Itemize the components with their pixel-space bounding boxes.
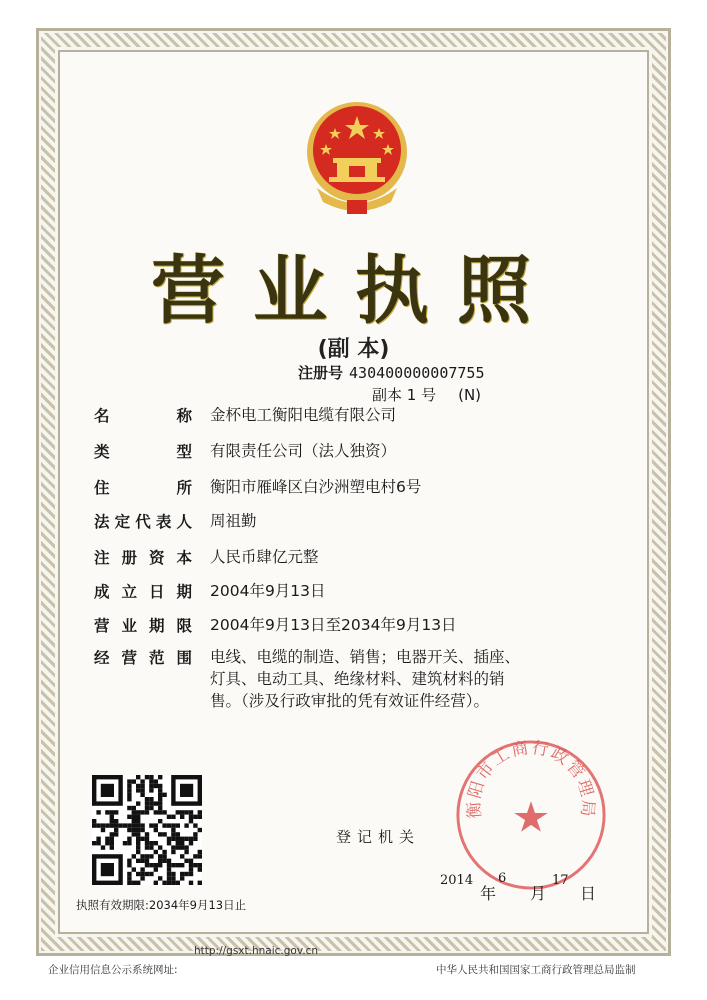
date-month-unit: 月 [530,884,547,903]
field-label-char: 住 [94,479,110,497]
field-label [94,476,192,498]
field-value: 2004年9月13日 [210,582,326,600]
field-value: 人民币肆亿元整 [210,548,319,566]
field-label-char: 经 [94,649,110,667]
date-day: 17 [552,873,569,888]
national-emblem-icon [293,92,421,220]
field-label-char: 本 [176,549,192,567]
field-label-char: 表 [155,513,172,531]
date-year-unit: 年 [480,884,497,903]
field-label-char: 人 [176,513,192,531]
license-title: 营业执照 [151,248,559,334]
field-label-char: 法 [94,513,110,531]
field-label-char: 成 [94,583,110,601]
field-label-char: 定 [114,513,131,531]
field-label-char: 范 [148,649,165,667]
field-label-char: 称 [176,407,192,425]
field-label-char: 期 [176,583,192,601]
field-label-char: 营 [121,649,137,667]
field-label-char: 业 [121,617,137,635]
field-value: 金杯电工衡阳电缆有限公司 [210,406,397,424]
qr-code[interactable] [92,775,202,885]
seal-text: 衡阳市工商行政管理局 [463,736,599,820]
field-label-char: 限 [176,617,192,635]
date-year: 2014 [440,873,474,888]
field-label-char: 名 [94,407,110,425]
field-label-char: 代 [135,513,151,531]
field-label-char: 期 [148,617,165,635]
field-label [94,546,192,568]
field-label [94,440,192,462]
field-label-char: 册 [121,549,137,567]
website-label: 企业信用信息公示系统网址: [48,964,178,976]
field-label [94,510,192,532]
field-label-char: 营 [94,617,110,635]
copy-label: 副本 1 号 [372,386,437,404]
license-subtitle: (副 本) [317,337,390,362]
field-label [94,646,192,668]
field-value: 衡阳市雁峰区白沙洲塑电村6号 [210,478,422,496]
field-value: 电线、电缆的制造、销售；电器开关、插座、灯具、电动工具、绝缘材料、建筑材料的销售。（涉及行政审批的凭有效证件经营）。 [210,648,521,710]
copy-code: (N) [458,386,482,404]
field-value: 有限责任公司（法人独资） [210,442,397,460]
official-seal-icon [452,736,610,894]
field-label [94,614,192,636]
field-value: 周祖勤 [210,512,257,530]
field-label-char: 注 [94,549,110,567]
field-label-char: 日 [148,583,165,601]
field-label-char: 类 [94,443,110,461]
date-day-unit: 日 [580,884,597,903]
field-value: 2004年9月13日至2034年9月13日 [210,616,457,634]
field-label-char: 立 [121,583,137,601]
registration-number-line [298,362,484,383]
registration-label: 注册号 [298,364,344,382]
field-label-char: 所 [176,479,192,497]
date-month: 6 [498,871,507,886]
license-validity: 执照有效期限:2034年9月13日止 [76,898,247,912]
field-label-char: 围 [176,649,192,667]
registration-number: 430400000007755 [349,364,485,382]
website-url[interactable]: http://gsxt.hnaic.gov.cn [194,945,318,957]
field-label [94,404,192,426]
copy-number-line [372,384,481,405]
field-label-char: 型 [176,443,192,461]
field-label-char: 资 [148,549,165,567]
field-label [94,580,192,602]
registration-authority: 登记机关 [336,828,421,846]
issuer-note: 中华人民共和国国家工商行政管理总局监制 [436,964,636,976]
